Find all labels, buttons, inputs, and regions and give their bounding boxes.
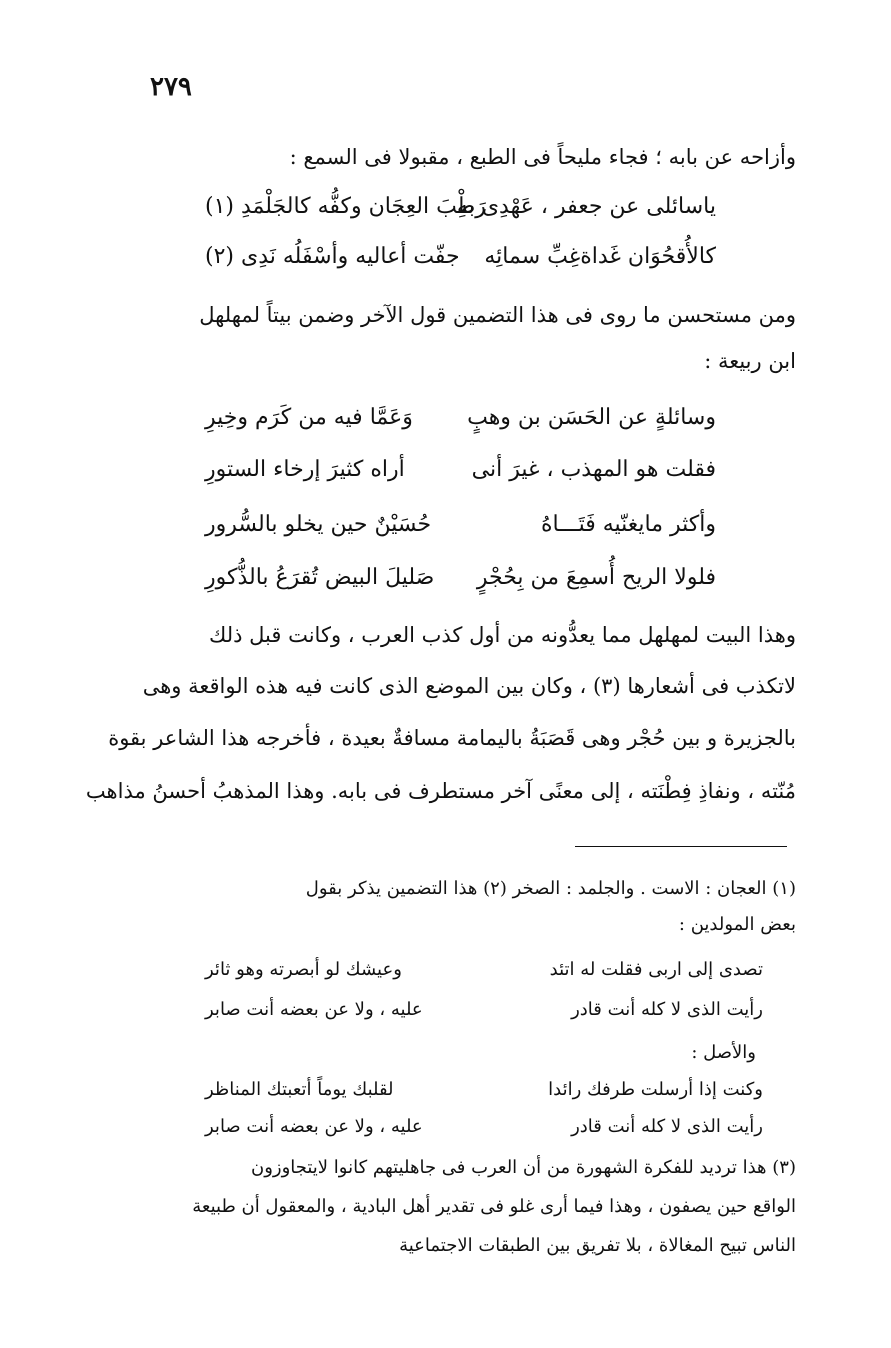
verse-hemistich-left: أراه كثيرَ إرخاء الستورِ [205,457,405,482]
verse-hemistich-left: وَعَمَّا فيه من كَرَم وخِيرِ [205,405,413,430]
footnote-line: الواقع حين يصفون ، وهذا فيما أرى غلو فى تقدير أهل البادية ، والمعقول أن طبيعة [192,1196,796,1217]
footnote-separator [575,846,787,847]
footnote-verse-left: لقلبك يوماً أتعبتك المناظر [205,1079,394,1100]
page-number: ٢٧٩ [150,72,192,102]
verse-hemistich-right: وأكثر مايغنّيه فَتَـــاهُ [541,512,716,537]
verse-hemistich-right: وسائلةٍ عن الحَسَن بن وهبٍ [467,405,716,430]
footnote-line: (١) العجان : الاست . والجلمد : الصخر (٢) هذا التضمين يذكر بقول [305,878,796,899]
footnote-verse-right: رأيت الذى لا كله أنت قادر [571,999,763,1020]
footnote-line: والأصل : [691,1042,756,1063]
paragraph-line: مُنّته ، ونفاذِ فِطْنَته ، إلى معنًى آخر مستطرف فى بابه. وهذا المذهبُ أحسنُ مذاهب [85,779,796,803]
verse-hemistich-right: فقلت هو المهذب ، غيرَ أنى [471,457,716,482]
paragraph-line: لاتكذب فى أشعارها (٣) ، وكان بين الموضع الذى كانت فيه هذه الواقعة وهى [142,674,796,698]
paragraph-line: وهذا البيت لمهلهل مما يعدُّونه من أول كذب العرب ، وكانت قبل ذلك [209,623,796,647]
intro-line: وأزاحه عن بابه ؛ فجاء مليحاً فى الطبع ، مقبولا فى السمع : [289,145,796,169]
footnote-verse-left: عليه ، ولا عن بعضه أنت صابر [205,1116,423,1137]
footnote-verse-right: تصدى إلى اربى فقلت له اتئد [549,959,763,980]
verse-hemistich-left: رَطْبَ العِجَان وكفُّه كالجَلْمَدِ (١) [205,194,486,219]
footnote-verse-right: وكنت إذا أرسلت طرفك رائدا [548,1079,763,1100]
paragraph-line: ابن ربيعة : [704,349,796,373]
verse-hemistich-right: ياسائلى عن جعفر ، عَهْدِى بهِ [456,194,716,219]
verse-hemistich-right: فلولا الريح أُسمِعَ من بِحُجْرٍ [476,565,716,590]
verse-hemistich-right: كالأُقحُوَان غَداةغِبِّ سمائِه [484,244,716,269]
verse-hemistich-left: حُسَيْنٌ حين يخلو بالسُّرور [205,512,432,537]
footnote-verse-left: عليه ، ولا عن بعضه أنت صابر [205,999,423,1020]
footnote-line: (٣) هذا ترديد للفكرة الشهورة من أن العرب فى جاهليتهم كانوا لايتجاوزون [250,1157,796,1178]
footnote-verse-left: وعيشك لو أبصرته وهو ثائر [205,959,402,980]
paragraph-line: بالجزيرة و بين حُجْر وهى قَصَبَةُ باليمامة مسافةٌ بعيدة ، فأخرجه هذا الشاعر بقوة [108,726,796,750]
verse-hemistich-left: جفّت أعاليه وأسْفَلُه نَدِى (٢) [205,244,460,269]
footnote-verse-right: رأيت الذى لا كله أنت قادر [571,1116,763,1137]
footnote-line: الناس تبيح المغالاة ، بلا تفريق بين الطبقات الاجتماعية [399,1235,796,1256]
paragraph-line: ومن مستحسن ما روى فى هذا التضمين قول الآخر وضمن بيتاً لمهلهل [199,303,796,327]
footnote-line: بعض المولدين : [678,914,796,935]
verse-hemistich-left: صَليلَ البيض تُقرَعُ بالذُّكورِ [205,565,435,590]
